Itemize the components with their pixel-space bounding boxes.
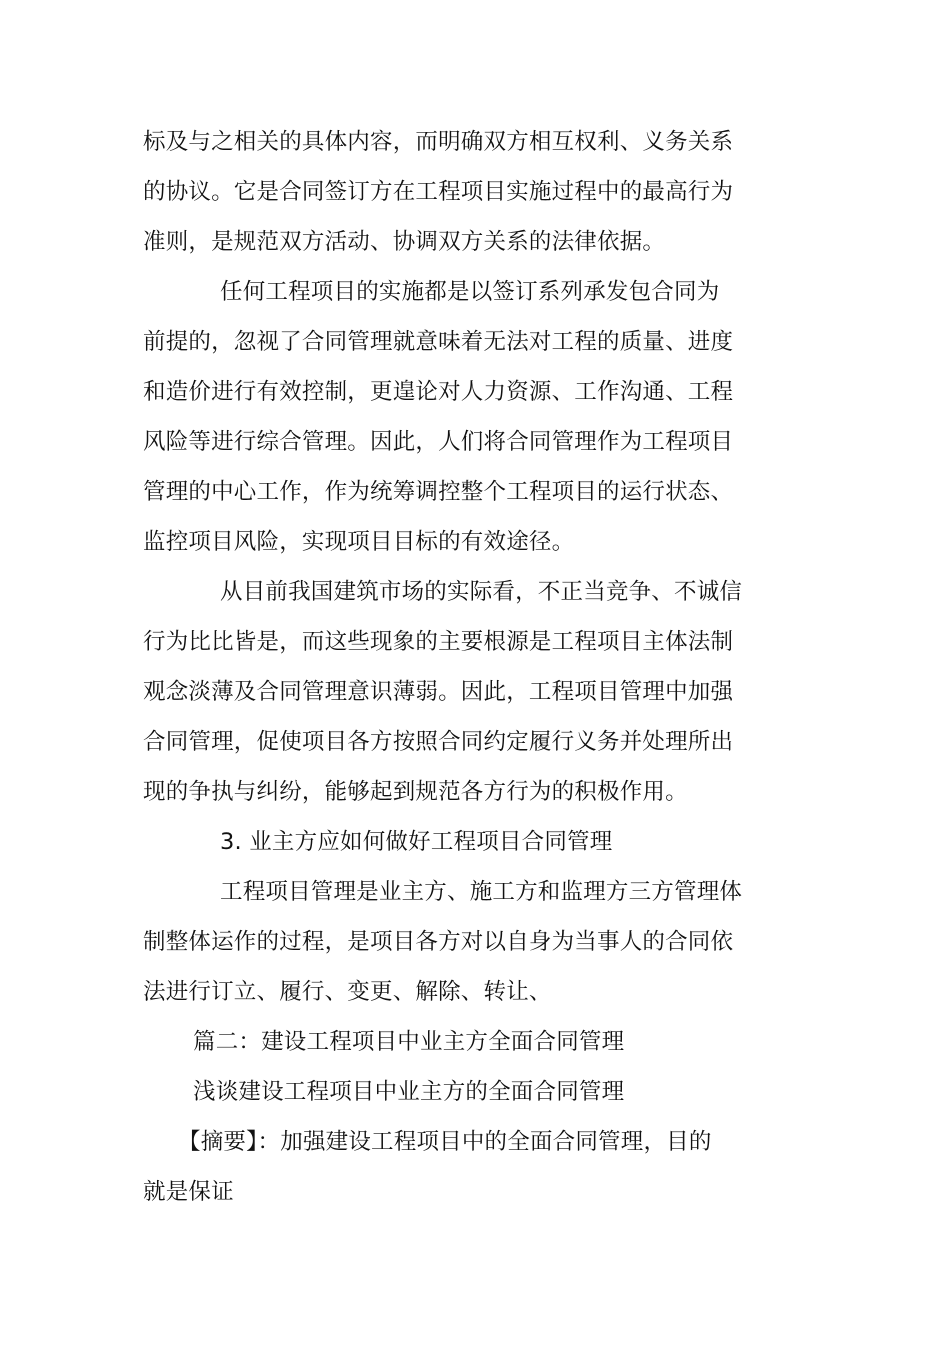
- article-subtitle: 浅谈建设工程项目中业主方的全面合同管理: [193, 1079, 625, 1105]
- text-line: 准则，是规范双方活动、协调双方关系的法律依据。: [143, 229, 666, 255]
- section-heading: 3. 业主方应如何做好工程项目合同管理: [220, 829, 613, 855]
- text-line: 监控项目风险，实现项目目标的有效途径。: [143, 529, 575, 555]
- text-line: 的协议。它是合同签订方在工程项目实施过程中的最高行为: [143, 179, 734, 205]
- text-line: 就是保证: [143, 1179, 234, 1205]
- text-line: 制整体运作的过程，是项目各方对以自身为当事人的合同依: [143, 929, 734, 955]
- paragraph-start-line: 从目前我国建筑市场的实际看，不正当竞争、不诚信: [220, 579, 743, 605]
- text-line: 风险等进行综合管理。因此，人们将合同管理作为工程项目: [143, 429, 734, 455]
- abstract-line: 【摘要】：加强建设工程项目中的全面合同管理，目的: [178, 1129, 712, 1155]
- paragraph-start-line: 任何工程项目的实施都是以签订系列承发包合同为: [220, 279, 720, 305]
- text-line: 和造价进行有效控制，更遑论对人力资源、工作沟通、工程: [143, 379, 734, 405]
- text-line: 管理的中心工作，作为统筹调控整个工程项目的运行状态、: [143, 479, 734, 505]
- text-line: 前提的，忽视了合同管理就意味着无法对工程的质量、进度: [143, 329, 734, 355]
- text-line: 合同管理，促使项目各方按照合同约定履行义务并处理所出: [143, 729, 734, 755]
- paragraph-start-line: 工程项目管理是业主方、施工方和监理方三方管理体: [220, 879, 743, 905]
- text-line: 法进行订立、履行、变更、解除、转让、: [143, 979, 552, 1005]
- article-title: 篇二：建设工程项目中业主方全面合同管理: [193, 1029, 625, 1055]
- text-line: 标及与之相关的具体内容，而明确双方相互权利、义务关系: [143, 129, 734, 155]
- text-line: 行为比比皆是，而这些现象的主要根源是工程项目主体法制: [143, 629, 734, 655]
- text-line: 观念淡薄及合同管理意识薄弱。因此，工程项目管理中加强: [143, 679, 734, 705]
- text-line: 现的争执与纠纷，能够起到规范各方行为的积极作用。: [143, 779, 688, 805]
